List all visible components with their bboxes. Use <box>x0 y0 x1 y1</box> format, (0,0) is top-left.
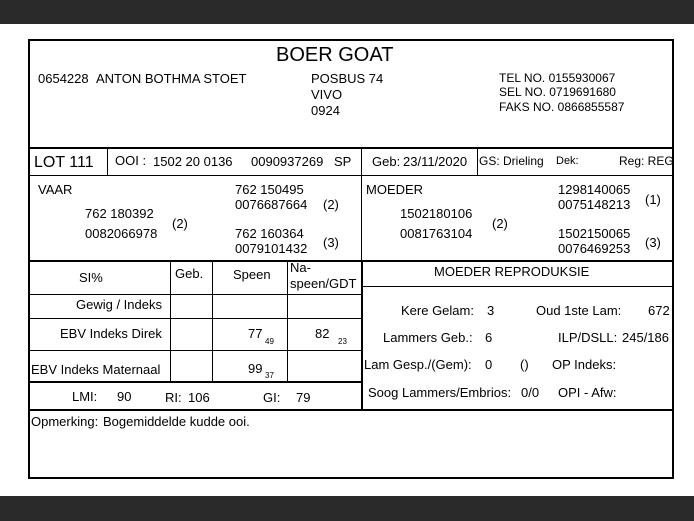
lam-gesp-label: Lam Gesp./(Gem): <box>364 357 472 372</box>
si-col-line-1 <box>170 261 171 381</box>
lam-gesp-paren: () <box>520 357 529 372</box>
card-title: BOER GOAT <box>276 44 394 66</box>
speen-col-header: Speen <box>233 267 271 282</box>
moeder-gp1-number: 1298140065 <box>558 182 631 197</box>
divider-remark <box>29 409 673 411</box>
ilp-dsll-value: 245/186 <box>622 330 669 345</box>
vaar-gp2-number: 762 160364 <box>235 226 304 241</box>
gi-label: GI: <box>263 390 281 405</box>
ooi-label: OOI : <box>115 153 147 168</box>
direk-speen-sub: 49 <box>265 337 274 346</box>
opi-afw-label: OPI - Afw: <box>558 385 617 400</box>
divider-lot <box>29 175 673 176</box>
breeder-name: ANTON BOTHMA STOET <box>96 71 247 86</box>
op-indeks-label: OP Indeks: <box>552 357 617 372</box>
si-col-line-3 <box>287 261 288 381</box>
si-row-line-4 <box>29 381 361 383</box>
sire-mark: (2) <box>172 216 188 231</box>
si-row-line-2 <box>29 318 361 319</box>
address-line-3: 0924 <box>311 103 340 118</box>
si-row-line-3 <box>29 350 361 351</box>
oud-lam-value: 672 <box>648 303 670 318</box>
moeder-gp2-number: 1502150065 <box>558 226 631 241</box>
address-line-2: VIVO <box>311 87 343 102</box>
sire-number: 762 180392 <box>85 206 154 221</box>
vaar-gp2-id: 0079101432 <box>235 241 308 256</box>
row-ebv-direk-label: EBV Indeks Direk <box>60 326 162 341</box>
gs-field: GS: Drieling <box>479 154 544 168</box>
bottom-dark-band <box>0 496 694 521</box>
address-line-1: POSBUS 74 <box>311 71 384 86</box>
remark-text: Bogemiddelde kudde ooi. <box>103 414 250 429</box>
direk-speen-value: 77 <box>248 326 263 341</box>
reg-field: Reg: REG <box>619 154 674 168</box>
oud-lam-label: Oud 1ste Lam: <box>536 303 622 318</box>
gi-value: 79 <box>296 390 311 405</box>
si-row-line-1 <box>29 294 361 295</box>
breeder-id: 0654228 <box>38 71 89 86</box>
geb-label: Geb: <box>372 154 401 169</box>
lam-gesp-value: 0 <box>485 357 493 372</box>
ooi-code: SP <box>334 154 352 169</box>
vaar-gp2-mark: (3) <box>323 235 339 250</box>
faks-number: FAKS NO. 0866855587 <box>499 100 625 114</box>
divider-lot-v2 <box>361 148 362 175</box>
ri-value: 106 <box>188 390 210 405</box>
lmi-value: 90 <box>117 389 132 404</box>
ri-label: RI: <box>165 390 182 405</box>
direk-naspeen-value: 82 <box>315 326 330 341</box>
vaar-gp1-number: 762 150495 <box>235 182 304 197</box>
lmi-label: LMI: <box>72 389 98 404</box>
kere-gelam-label: Kere Gelam: <box>401 303 474 318</box>
moeder-gp2-mark: (3) <box>645 235 661 250</box>
direk-naspeen-sub: 23 <box>338 337 347 346</box>
si-col-line-2 <box>212 261 213 381</box>
dam-mark: (2) <box>492 216 508 231</box>
divider-lot-v1 <box>107 148 108 175</box>
row-ebv-maternaal-label: EBV Indeks Maternaal <box>31 362 161 377</box>
si-col-header: SI% <box>79 270 103 285</box>
repro-title: MOEDER REPRODUKSIE <box>434 264 590 279</box>
geb-date: 23/11/2020 <box>403 154 468 169</box>
divider-lot-v3 <box>477 148 478 175</box>
dek-field: Dek: <box>556 155 579 167</box>
moeder-label: MOEDER <box>366 182 424 197</box>
dam-id: 0081763104 <box>400 226 473 241</box>
repro-title-line <box>362 286 673 287</box>
lammers-geb-label: Lammers Geb.: <box>383 330 473 345</box>
ilp-dsll-label: ILP/DSLL: <box>558 330 618 345</box>
vaar-label: VAAR <box>38 182 73 197</box>
row-gewig-label: Gewig / Indeks <box>76 297 162 312</box>
ooi-number: 1502 20 0136 <box>153 154 233 169</box>
moeder-gp1-mark: (1) <box>645 192 661 207</box>
divider-pedigree <box>361 176 362 260</box>
divider-pedigree-bottom <box>29 260 673 262</box>
sire-id: 0082066978 <box>85 226 158 241</box>
geb-col-header: Geb. <box>175 266 204 281</box>
ooi-id: 0090937269 <box>251 154 324 169</box>
lammers-geb-value: 6 <box>485 330 493 345</box>
divider-si-right <box>361 261 363 410</box>
tel-number: TEL NO. 0155930067 <box>499 71 616 85</box>
kere-gelam-value: 3 <box>487 303 495 318</box>
lot-number: LOT 111 <box>34 154 94 171</box>
divider-header <box>29 147 673 149</box>
vaar-gp1-mark: (2) <box>323 197 339 212</box>
moeder-gp2-id: 0076469253 <box>558 241 631 256</box>
naspeen-col-header-2: speen/GDT <box>290 276 357 291</box>
maternaal-speen-value: 99 <box>248 361 263 376</box>
maternaal-speen-sub: 37 <box>265 371 274 380</box>
soog-lammers-value: 0/0 <box>521 385 540 400</box>
moeder-gp1-id: 0075148213 <box>558 197 631 212</box>
dam-number: 1502180106 <box>400 206 473 221</box>
vaar-gp1-id: 0076687664 <box>235 197 308 212</box>
soog-lammers-label: Soog Lammers/Embrios: <box>368 385 512 400</box>
sel-number: SEL NO. 0719691680 <box>499 85 616 99</box>
top-dark-band <box>0 0 694 24</box>
naspeen-col-header-1: Na- <box>290 260 311 275</box>
remark-label: Opmerking: <box>31 414 99 429</box>
